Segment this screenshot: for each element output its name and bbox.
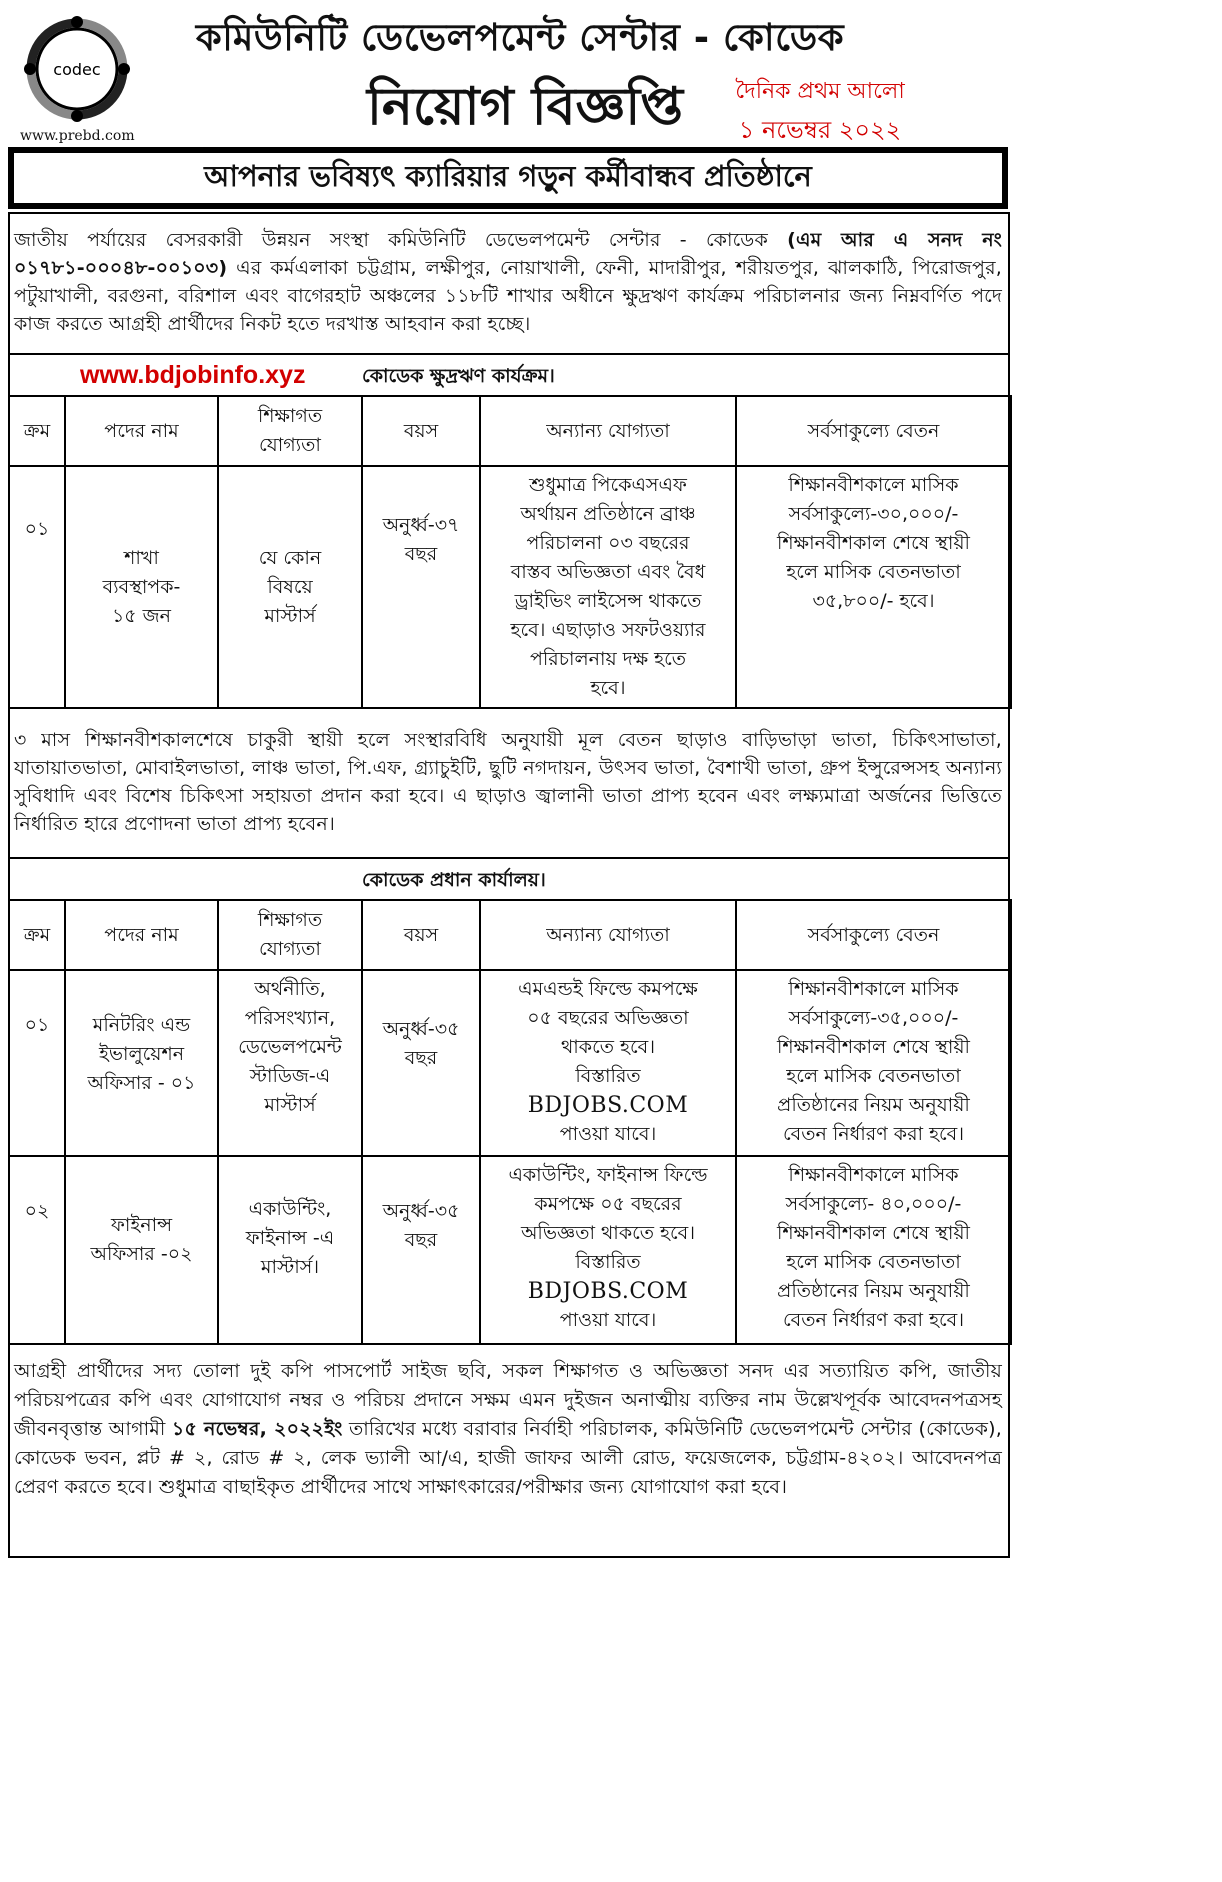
col-other: অন্যান্য যোগ্যতা xyxy=(480,900,736,970)
benefits-paragraph: ৩ মাস শিক্ষানবীশকালশেষে চাকুরী স্থায়ী হলে সংস্থারবিধি অনুযায়ী মূল বেতন ছাড়াও বাড়িভাড়া ভাতা, চিকিৎসাভাতা, যাতায়াতভাতা, মোবাইলভাতা, লাঞ্চ ভাতা, পি.এফ, গ্র্যাচুইটি, ছুটি নগদায়ন, উৎসব ভাতা, বৈশাখী ভাতা, গ্রুপ ইন্সুরেন্সসহ অন্যান্য সুবিধাদি এবং বিশেষ চিকিৎসা সহায়তা প্রদান করা হবে। এ ছাড়াও জ্বালানী ভাতা প্রাপ্য হবেন এবং লক্ষ্যমাত্রা অর্জনের ভিত্তিতে নির্ধারিত হারে প্রণোদনা ভাতা প্রাপ্য হবেন। xyxy=(14,729,1002,835)
intro-paragraph xyxy=(14,226,1002,338)
divider xyxy=(8,857,1008,859)
logo-graphic xyxy=(22,14,132,124)
col-serial: ক্রম xyxy=(9,900,65,970)
salary-cell: শিক্ষানবীশকালে মাসিক সর্বসাকুল্যে-৩৫,০০০/- শিক্ষানবীশকাল শেষে স্থায়ী হলে মাসিক বেতনভাতা প্রতিষ্ঠানের নিয়ম অনুযায়ী বেতন নির্ধারণ করা হবে। xyxy=(736,970,1011,1156)
publish-date: ১ নভেম্বর ২০২২ xyxy=(738,116,902,144)
col-post: পদের নাম xyxy=(65,396,218,466)
section1-title: কোডেক ক্ষুদ্রঋণ কার্যক্রম। xyxy=(362,365,555,387)
intro-mra-number: (এম আর এ সনদ নং ০১৭৮১-০০০৪৮-০০১০৩) xyxy=(14,229,1002,279)
logo-text: codec xyxy=(53,60,101,79)
codec-logo xyxy=(22,14,132,124)
watermark-link[interactable]: www.bdjobinfo.xyz xyxy=(80,361,306,389)
education-cell: একাউন্টিং, ফাইনান্স -এ মাস্টার্স। xyxy=(218,1156,362,1344)
intro-text-b: এর কর্মএলাকা চট্টগ্রাম, লক্ষীপুর, নোয়াখালী, ফেনী, মাদারীপুর, শরীয়তপুর, ঝালকাঠি, পিরোজপুর, পটুয়াখালী, বরগুনা, বরিশাল এবং বাগেরহাট অঞ্চলের ১১৮টি শাখার অধীনে ক্ষুদ্রঋণ কার্যক্রম পরিচালনার জন্য নিম্নবর্ণিত পদে কাজ করতে আগ্রহী প্রার্থীদের নিকট হতে দরখাস্ত আহবান করা হচ্ছে। xyxy=(14,257,1002,335)
other-qualification-cell: একাউন্টিং, ফাইনান্স ফিল্ডে কমপক্ষে ০৫ বছরের অভিজ্ঞতা থাকতে হবে। বিস্তারিত BDJOBS.COM পাওয়া যাবে। xyxy=(480,1156,736,1344)
application-instructions xyxy=(14,1357,1002,1502)
col-education: শিক্ষাগত যোগ্যতা xyxy=(218,396,362,466)
bdjobs-link[interactable]: BDJOBS.COM xyxy=(527,1279,689,1304)
post-cell: ফাইনান্স অফিসার -০২ xyxy=(65,1156,218,1344)
table-row xyxy=(9,466,1011,708)
post-cell: মনিটরিং এন্ড ইভালুয়েশন অফিসার - ০১ xyxy=(65,970,218,1156)
col-salary: সর্বসাকুল্যে বেতন xyxy=(736,396,1011,466)
post-cell: শাখা ব্যবস্থাপক- ১৫ জন xyxy=(65,466,218,708)
intro-text-a: জাতীয় পর্যায়ের বেসরকারী উন্নয়ন সংস্থা কমিউনিটি ডেভেলপমেন্ট সেন্টার - কোডেক xyxy=(14,229,788,251)
serial-cell: ০২ xyxy=(9,1156,65,1344)
instructions-text-b: তারিখের মধ্যে বরাবার নির্বাহী পরিচালক, কমিউনিটি ডেভেলপমেন্ট সেন্টার (কোডেক), কোডেক ভবন, প্লট # ২, রোড # ২, লেক ভ্যালী আ/এ, হাজী জাফর আলী রোড, ফয়েজলেক, চট্টগ্রাম-৪২০২। আবেদনপত্র প্রেরণ করতে হবে। শুধুমাত্র বাছাইকৃত প্রার্থীদের সাথে সাক্ষাৎকারের/পরীক্ষার জন্য যোগাযোগ করা হবে। xyxy=(14,1418,1002,1498)
col-education: শিক্ষাগত যোগ্যতা xyxy=(218,900,362,970)
tagline-text: আপনার ভবিষ্যৎ ক্যারিয়ার গড়ুন কর্মীবান্ধব প্রতিষ্ঠানে xyxy=(14,153,1002,203)
divider xyxy=(8,353,1008,355)
organization-name: কমিউনিটি ডেভেলপমেন্ট সেন্টার - কোডেক xyxy=(195,16,845,59)
age-cell: অনুর্ধ্ব-৩৭ বছর xyxy=(362,466,480,708)
col-post: পদের নাম xyxy=(65,900,218,970)
microcredit-jobs-table xyxy=(8,395,1012,709)
application-deadline: ১৫ নভেম্বর, ২০২২ইং xyxy=(171,1418,343,1440)
tagline-banner xyxy=(8,147,1008,209)
newspaper-name: দৈনিক প্রথম আলো xyxy=(735,79,905,104)
serial-cell: ০১ xyxy=(9,466,65,708)
col-age: বয়স xyxy=(362,900,480,970)
education-cell: অর্থনীতি, পরিসংখ্যান, ডেভেলপমেন্ট স্টাডিজ-এ মাস্টার্স xyxy=(218,970,362,1156)
col-salary: সর্বসাকুল্যে বেতন xyxy=(736,900,1011,970)
salary-cell: শিক্ষানবীশকালে মাসিক সর্বসাকুল্যে- ৪০,০০০/- শিক্ষানবীশকাল শেষে স্থায়ী হলে মাসিক বেতনভাতা প্রতিষ্ঠানের নিয়ম অনুযায়ী বেতন নির্ধারণ করা হবে। xyxy=(736,1156,1011,1344)
age-cell: অনুর্ধ্ব-৩৫ বছর xyxy=(362,970,480,1156)
table-header-row xyxy=(9,396,1011,466)
table-row xyxy=(9,1156,1011,1344)
section2-title: কোডেক প্রধান কার্যালয়। xyxy=(362,869,546,891)
notice-title: নিয়োগ বিজ্ঞপ্তি xyxy=(367,77,683,137)
table-row xyxy=(9,970,1011,1156)
other-qualification-cell: শুধুমাত্র পিকেএসএফ অর্থায়ন প্রতিষ্ঠানে ব্রাঞ্চ পরিচালনা ০৩ বছরের বাস্তব অভিজ্ঞতা এবং বৈধ ড্রাইভিং লাইসেন্স থাকতে হবে। এছাড়াও সফটওয়্যার পরিচালনায় দক্ষ হতে হবে। xyxy=(480,466,736,708)
serial-cell: ০১ xyxy=(9,970,65,1156)
education-cell: যে কোন বিষয়ে মাস্টার্স xyxy=(218,466,362,708)
age-cell: অনুর্ধ্ব-৩৫ বছর xyxy=(362,1156,480,1344)
website-link[interactable]: www.prebd.com xyxy=(20,128,135,144)
head-office-jobs-table xyxy=(8,899,1012,1345)
instructions-text-a: আগ্রহী প্রার্থীদের সদ্য তোলা দুই কপি পাসপোর্ট সাইজ ছবি, সকল শিক্ষাগত ও অভিজ্ঞতা সনদ এর সত্যায়িত কপি, জাতীয় পরিচয়পত্রের কপি এবং যোগাযোগ নম্বর ও পরিচয় প্রদানে সক্ষম এমন দুইজন অনাত্মীয় ব্যক্তির নাম উল্লেখপূর্বক আবেদনপত্রসহ জীবনবৃত্তান্ত আগামী xyxy=(14,1360,1002,1440)
col-serial: ক্রম xyxy=(9,396,65,466)
bdjobs-link[interactable]: BDJOBS.COM xyxy=(527,1093,689,1118)
other-qualification-cell: এমএন্ডই ফিল্ডে কমপক্ষে ০৫ বছরের অভিজ্ঞতা থাকতে হবে। বিস্তারিত BDJOBS.COM পাওয়া যাবে। xyxy=(480,970,736,1156)
salary-cell: শিক্ষানবীশকালে মাসিক সর্বসাকুল্যে-৩০,০০০/- শিক্ষানবীশকাল শেষে স্থায়ী হলে মাসিক বেতনভাতা ৩৫,৮০০/- হবে। xyxy=(736,466,1011,708)
table-header-row xyxy=(9,900,1011,970)
col-other: অন্যান্য যোগ্যতা xyxy=(480,396,736,466)
col-age: বয়স xyxy=(362,396,480,466)
